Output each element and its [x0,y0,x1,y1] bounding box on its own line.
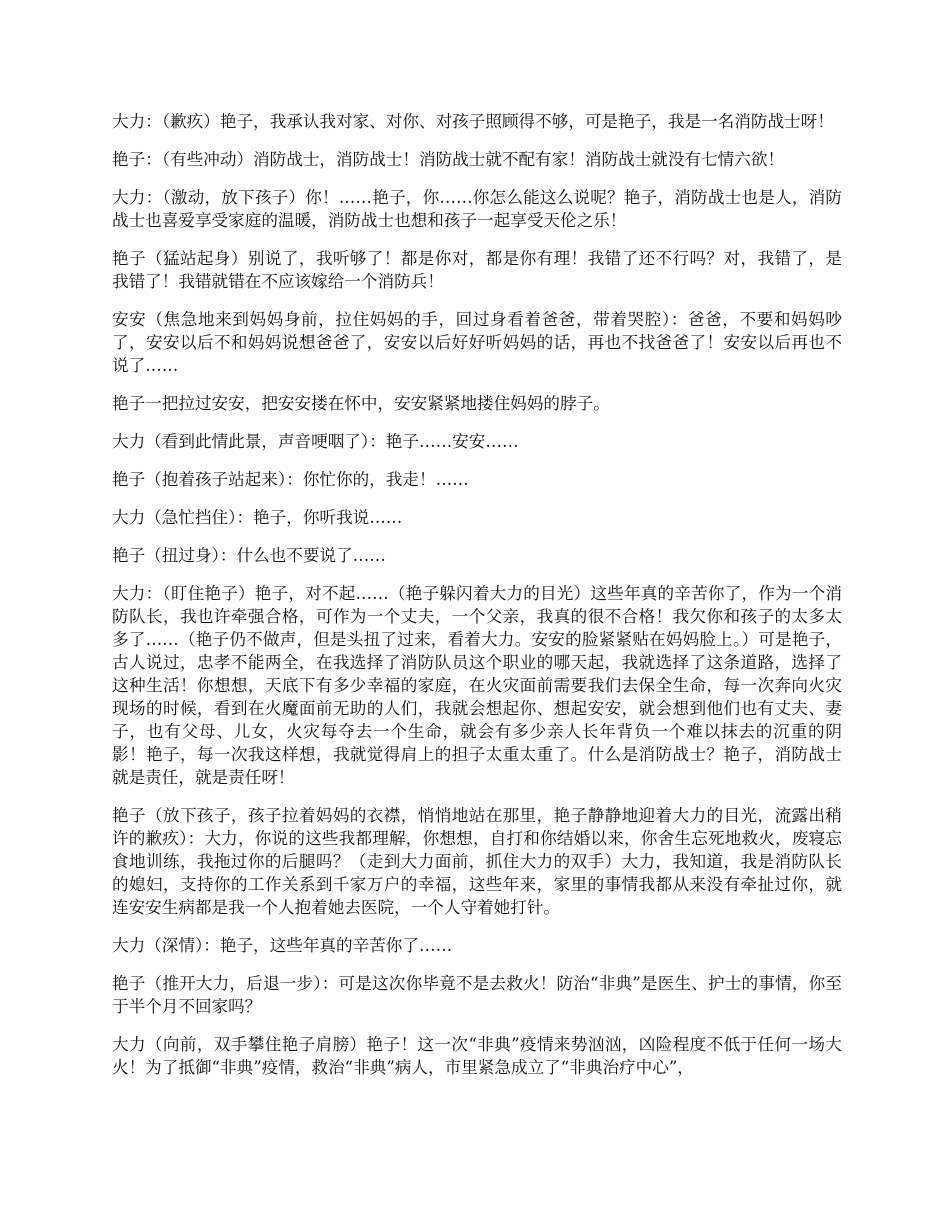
document-page [112,110,842,1094]
dialogue-paragraph: 大力（急忙挡住）：艳子，你听我说…… [112,508,403,527]
dialogue-paragraph: 艳子（抱着孩子站起来）：你忙你的，我走！…… [112,470,469,489]
dialogue-paragraph: 艳子（扭过身）：什么也不要说了…… [112,546,386,565]
dialogue-paragraph: 艳子（放下孩子，孩子拉着妈妈的衣襟，悄悄地站在那里，艳子静静地迎着大力的目光，流露出稍许的歉疚）：大力，你说的这些我都理解，你想想，自打和你结婚以来，你舍生忘死地救火，废寝忘食地训练，我拖过你的后腿吗？（走到大力面前，抓住大力的双手）大力，我知道，我是消防队长的媳妇，支持你的工作关系到千家万户的幸福，这些年来，家里的事情我都从来没有牵扯过你，就连安安生病都是我一个人抱着她去医院，一个人守着她打针。 [112,806,842,917]
dialogue-paragraph: 安安（焦急地来到妈妈身前，拉住妈妈的手，回过身看着爸爸，带着哭腔）：爸爸，不要和妈妈吵了，安安以后不和妈妈说想爸爸了，安安以后好好听妈妈的话，再也不找爸爸了！安安以后再也不说了…… [112,310,842,375]
dialogue-paragraph: 大力（向前，双手攀住艳子肩膀）艳子！这一次“非典”疫情来势汹汹，凶险程度不低于任何一场大火！为了抵御“非典”疫情，救治“非典”病人，市里紧急成立了“非典治疗中心”， [112,1035,842,1077]
dialogue-paragraph: 大力（看到此情此景，声音哽咽了）：艳子……安安…… [112,432,519,451]
dialogue-paragraph: 大力：（盯住艳子）艳子，对不起……（艳子躲闪着大力的目光）这些年真的辛苦你了，作为一个消防队长，我也许牵强合格，可作为一个丈夫，一个父亲，我真的很不合格！我欠你和孩子的太多太多了……（艳子仍不做声，但是头扭了过来，看着大力。安安的脸紧紧贴在妈妈脸上。）可是艳子，古人说过，忠孝不能两全，在我选择了消防队员这个职业的哪天起，我就选择了这条道路，选择了这种生活！你想想，天底下有多少幸福的家庭，在火灾面前需要我们去保全生命，每一次奔向火灾现场的时候，看到在火魔面前无助的人们，我就会想起你、想起安安，就会想到他们也有丈夫、妻子，也有父母、儿女，火灾每夺去一个生命，就会有多少亲人长年背负一个难以抹去的沉重的阴影！艳子，每一次我这样想，我就觉得肩上的担子太重太重了。什么是消防战士？艳子，消防战士就是责任，就是责任呀！ [112,584,842,787]
dialogue-paragraph: 大力：（歉疚）艳子，我承认我对家、对你、对孩子照顾得不够，可是艳子，我是一名消防战士呀！ [112,112,834,131]
dialogue-paragraph: 大力（深情）：艳子，这些年真的辛苦你了…… [112,936,453,955]
dialogue-paragraph: 大力：（激动，放下孩子）你！……艳子，你……你怎么能这么说呢？艳子，消防战士也是人，消防战士也喜爱享受家庭的温暖，消防战士也想和孩子一起享受天伦之乐！ [112,188,842,230]
dialogue-paragraph: 艳子（推开大力，后退一步）：可是这次你毕竟不是去救火！防治“非典”是医生、护士的事情，你至于半个月不回家吗？ [112,974,842,1016]
stage-direction-paragraph: 艳子一把拉过安安，把安安搂在怀中，安安紧紧地搂住妈妈的脖子。 [112,394,610,413]
dialogue-paragraph: 艳子：（有些冲动）消防战士，消防战士！消防战士就不配有家！消防战士就没有七情六欲！ [112,150,785,169]
dialogue-paragraph: 艳子（猛站起身）别说了，我听够了！都是你对，都是你有理！我错了还不行吗？对，我错了，是我错了！我错就错在不应该嫁给一个消防兵！ [112,249,842,291]
